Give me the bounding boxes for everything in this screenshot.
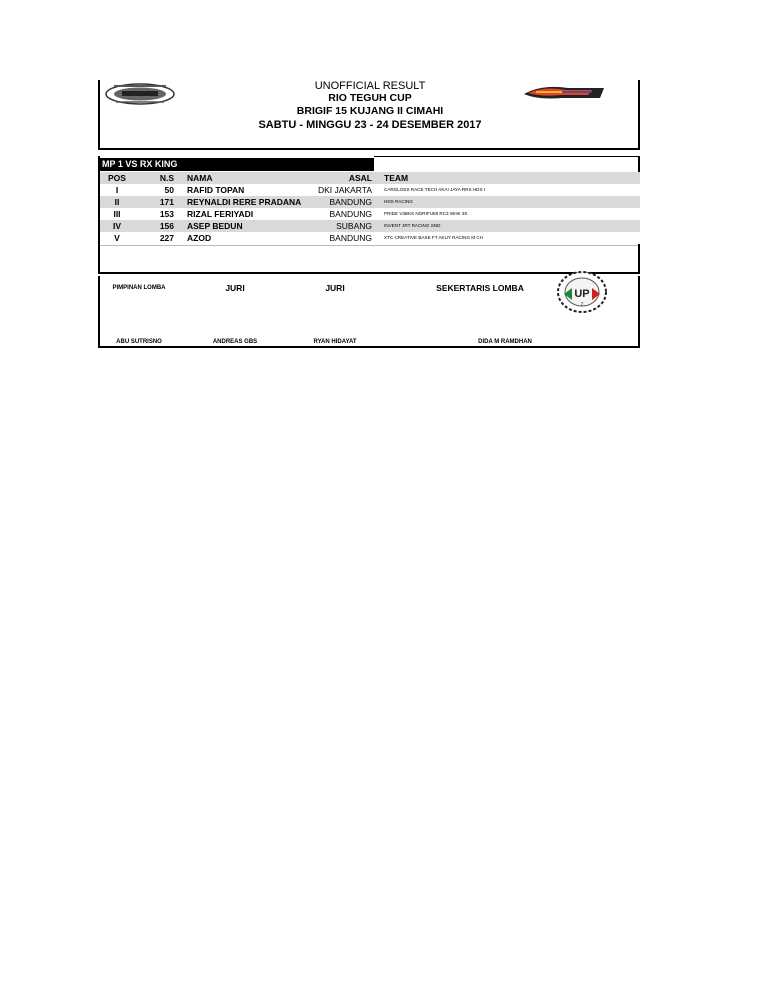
col-ns: N.S	[159, 173, 174, 183]
asal-cell: BANDUNG	[329, 197, 372, 207]
asal-cell: SUBANG	[336, 221, 372, 231]
nama-cell: AZOD	[187, 233, 212, 243]
table-row-divider	[100, 245, 638, 246]
ns-cell: 156	[159, 221, 174, 231]
header-bottom-border	[98, 148, 640, 150]
asal-cell: BANDUNG	[329, 233, 372, 243]
nama-cell: RIZAL FERIYADI	[187, 209, 254, 219]
team-cell: XTC CREATIVE BASE FT AKUY RACING M CH	[384, 235, 484, 240]
col-team: TEAM	[384, 173, 409, 183]
juri1-role: JURI	[225, 283, 245, 293]
svg-text:UP: UP	[574, 288, 590, 300]
ns-cell: 227	[159, 233, 174, 243]
table-row	[100, 196, 640, 208]
organizer-logo-icon	[104, 82, 176, 106]
pos-cell: IV	[112, 221, 122, 231]
pimpinan-name: ABU SUTRISNO	[116, 339, 162, 345]
pos-cell: I	[115, 185, 119, 195]
nama-cell: RAFID TOPAN	[187, 185, 245, 195]
team-cell: PRIDE V3BKS NORIFUMI RC3 WHK 3S	[384, 211, 468, 216]
table-row	[100, 208, 640, 220]
table-row	[100, 184, 640, 196]
table-row	[100, 220, 640, 232]
pos-cell: V	[114, 233, 120, 243]
team-cell: CARGLOSS RACE TECH AKAI JAYA RRS HDS I	[384, 187, 486, 192]
col-pos: POS	[108, 173, 126, 183]
nama-cell: REYNALDI RERE PRADANA	[187, 197, 302, 207]
juri1-name: ANDREAS GBS	[212, 339, 258, 345]
pos-cell: II	[114, 197, 120, 207]
event-venue: BRIGIF 15 KUJANG II CIMAHI	[296, 105, 444, 117]
svg-text:2: 2	[580, 302, 584, 308]
header-right-border	[638, 80, 640, 150]
sekretaris-name: DIDA M RAMDHAN	[478, 339, 532, 345]
header-left-border	[98, 80, 100, 150]
table-row	[100, 232, 640, 244]
pos-cell: III	[113, 209, 121, 219]
juri2-role: JURI	[325, 283, 345, 293]
ns-cell: 171	[159, 197, 174, 207]
event-name: RIO TEGUH CUP	[328, 92, 412, 104]
team-cell: HDS RACING	[384, 199, 413, 204]
col-nama: NAMA	[187, 173, 213, 183]
event-date: SABTU - MINGGU 23 - 24 DESEMBER 2017	[258, 119, 482, 131]
signature-bottom-border	[98, 346, 640, 348]
col-asal: ASAL	[348, 173, 372, 183]
nama-cell: ASEP BEDUN	[187, 221, 243, 231]
asal-cell: BANDUNG	[329, 209, 372, 219]
team-cell: INVENT JRT RACING SND	[384, 223, 441, 228]
asal-cell: DKI JAKARTA	[317, 185, 372, 195]
pimpinan-role: PIMPINAN LOMBA	[112, 285, 166, 291]
up2-racing-badge-icon	[556, 270, 608, 314]
sekretaris-role: SEKERTARIS LOMBA	[436, 283, 524, 293]
table-header-row	[100, 172, 640, 184]
header-title: UNOFFICIAL RESULT	[314, 80, 426, 92]
signature-right-border	[638, 276, 640, 348]
ns-cell: 153	[159, 209, 174, 219]
class-label: MP 1 VS RX KING	[100, 158, 374, 171]
signature-left-border	[98, 276, 100, 348]
juri2-name: RYAN HIDAYAT	[313, 339, 357, 345]
results-top-line	[374, 156, 640, 157]
ns-cell: 50	[164, 185, 174, 195]
